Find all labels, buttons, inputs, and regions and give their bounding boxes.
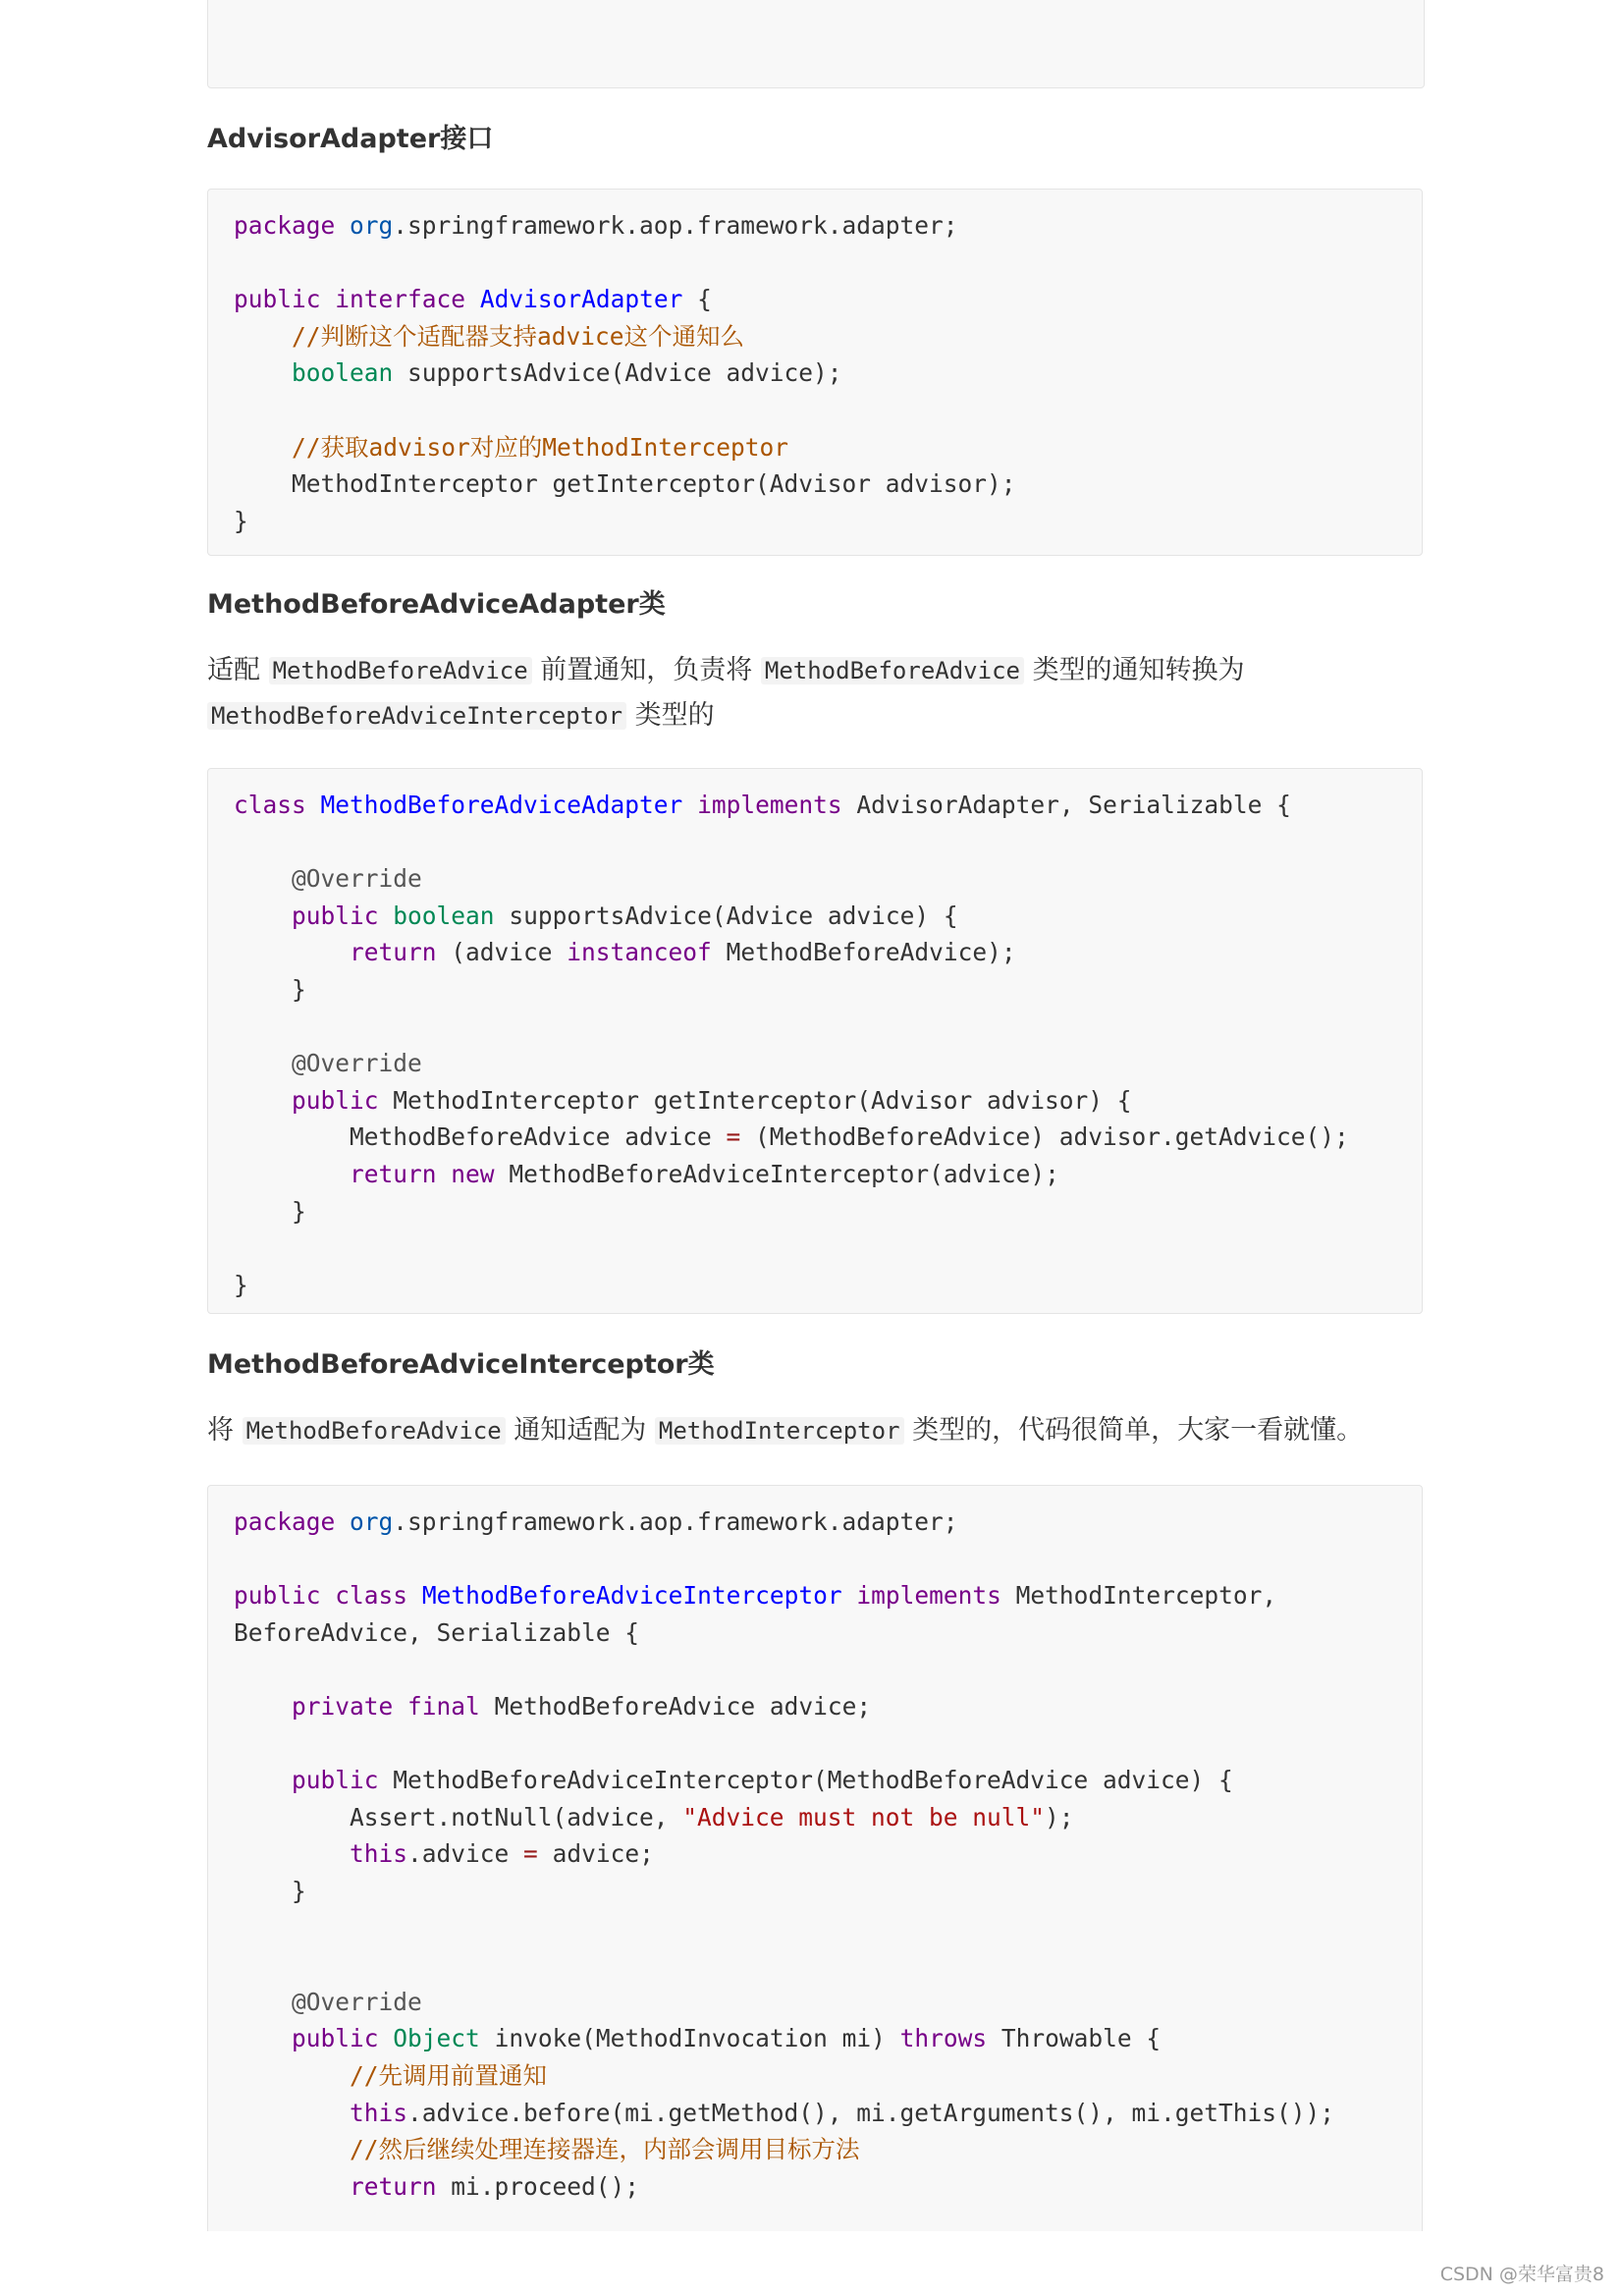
heading-advisor-adapter: AdvisorAdapter接口: [207, 124, 494, 154]
code-token: public: [292, 1766, 379, 1795]
code-token: return: [350, 2171, 437, 2201]
code-token: public: [292, 1085, 379, 1115]
code-token: MethodBeforeAdviceInterceptor(advice);: [494, 1159, 1059, 1188]
code-token: public: [292, 2024, 379, 2053]
text: 将: [207, 1415, 234, 1446]
code-comment: //然后继续处理连接器连，内部会调用目标方法: [350, 2135, 860, 2164]
code-token: MethodBeforeAdvice advice: [350, 1122, 727, 1152]
code-token: }: [292, 974, 306, 1004]
code-token: .advice.before(mi.getMethod(), mi.getArguments(), mi.getThis());: [407, 2098, 1335, 2127]
code-token: {: [682, 285, 712, 314]
code-comment: //获取advisor对应的MethodInterceptor: [292, 432, 789, 462]
code-token: MethodBeforeAdvice advice;: [479, 1691, 872, 1721]
code-token: org: [350, 211, 394, 240]
code-block-method-before-advice-adapter: [207, 768, 1423, 1314]
code-token: Object: [393, 2024, 480, 2053]
code-token: supportsAdvice(Advice advice);: [393, 358, 842, 388]
code-token: package: [234, 211, 336, 240]
inline-code: MethodBeforeAdvice: [243, 1417, 506, 1445]
code-comment: //先调用前置通知: [350, 2060, 548, 2090]
code-token: org: [350, 1507, 394, 1536]
code-token: }: [234, 1270, 248, 1299]
code-token: supportsAdvice(Advice advice) {: [494, 901, 958, 930]
code-operator: =: [726, 1122, 741, 1152]
code-token: interface: [335, 285, 466, 314]
inline-code: MethodBeforeAdviceInterceptor: [207, 702, 626, 730]
code-token: );: [1045, 1802, 1074, 1831]
code-token: MethodBeforeAdviceInterceptor(MethodBeforeAdvice advice) {: [378, 1766, 1233, 1795]
code-token: this: [350, 1839, 408, 1869]
code-token: MethodInterceptor getInterceptor(Advisor advisor);: [292, 469, 1016, 499]
code-token: MethodBeforeAdviceInterceptor: [421, 1581, 842, 1611]
code-operator: =: [523, 1839, 538, 1869]
code-token: }: [292, 1196, 306, 1226]
code-token: }: [234, 506, 248, 535]
code-token: BeforeAdvice, Serializable {: [234, 1617, 640, 1647]
heading-method-before-advice-interceptor: MethodBeforeAdviceInterceptor类: [207, 1349, 715, 1380]
code-token: new: [451, 1159, 495, 1188]
code-token: class: [335, 1581, 408, 1611]
code-token: AdvisorAdapter, Serializable {: [841, 791, 1291, 819]
code-token: .advice: [407, 1839, 524, 1869]
code-token: throws: [899, 2024, 988, 2053]
code-token: private: [292, 1691, 394, 1721]
code-token: mi.proceed();: [436, 2171, 640, 2201]
code-string: "Advice must not be null": [682, 1802, 1046, 1831]
code-token: (advice: [436, 938, 568, 967]
text: 通知适配为: [514, 1415, 647, 1446]
code-token: instanceof: [567, 938, 712, 967]
text: 类型的通知转换为: [1032, 655, 1245, 685]
paragraph-adapter-description: [207, 648, 1425, 738]
code-token: .springframework.aop.framework.adapter;: [393, 1507, 958, 1536]
code-token: implements: [856, 1581, 1001, 1611]
code-block-method-before-advice-interceptor: [207, 1485, 1423, 2231]
text: 适配: [207, 655, 260, 685]
code-token: class: [234, 791, 306, 819]
code-token: return: [350, 938, 437, 967]
code-token: return: [350, 1159, 437, 1188]
previous-code-block: [207, 0, 1425, 88]
code-token: .springframework.aop.framework.adapter;: [393, 211, 958, 240]
code-token: boolean: [292, 358, 394, 388]
text: 前置通知，负责将: [540, 655, 753, 685]
code-token: advice;: [537, 1839, 654, 1869]
code-token: MethodBeforeAdviceAdapter: [320, 791, 683, 819]
code-token: Throwable {: [987, 2024, 1162, 2053]
code-token: MethodBeforeAdvice);: [711, 938, 1016, 967]
code-comment: //判断这个适配器支持advice这个通知么: [292, 321, 745, 351]
code-token: }: [292, 1876, 306, 1905]
inline-code: MethodBeforeAdvice: [761, 657, 1024, 684]
code-token: public: [292, 901, 379, 930]
heading-method-before-advice-adapter: MethodBeforeAdviceAdapter类: [207, 589, 666, 620]
code-token: package: [234, 1507, 336, 1536]
watermark: CSDN @荣华富贵8: [1439, 2264, 1604, 2285]
code-token: MethodInterceptor,: [1000, 1581, 1277, 1611]
code-token: final: [407, 1691, 480, 1721]
text: 类型的，代码很简单，大家一看就懂。: [912, 1415, 1364, 1446]
code-annotation: @Override: [292, 864, 422, 894]
code-annotation: @Override: [292, 1987, 422, 2016]
code-annotation: @Override: [292, 1049, 422, 1078]
inline-code: MethodInterceptor: [655, 1417, 904, 1445]
inline-code: MethodBeforeAdvice: [269, 657, 532, 684]
code-token: boolean: [393, 901, 495, 930]
code-block-advisor-adapter: [207, 189, 1423, 556]
code-token: public: [234, 285, 321, 314]
code-token: AdvisorAdapter: [479, 285, 683, 314]
code-token: (MethodBeforeAdvice) advisor.getAdvice();: [740, 1122, 1349, 1152]
code-token: MethodInterceptor getInterceptor(Advisor advisor) {: [378, 1085, 1132, 1115]
code-token: public: [234, 1581, 321, 1611]
code-token: invoke(MethodInvocation mi): [479, 2024, 900, 2053]
code-token: Assert.notNull(advice,: [350, 1802, 683, 1831]
paragraph-interceptor-description: [207, 1408, 1425, 1453]
text: 类型的: [634, 700, 715, 731]
code-token: implements: [697, 791, 842, 819]
code-token: this: [350, 2098, 408, 2127]
